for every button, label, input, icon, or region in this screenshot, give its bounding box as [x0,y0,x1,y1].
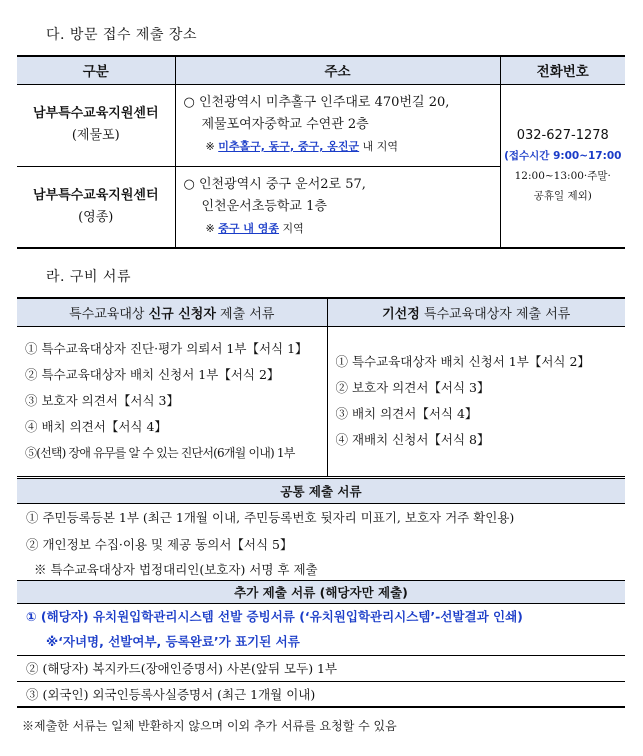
header-text: 특수교육대상 [69,306,149,322]
list-item: ※ 특수교육대상자 법정대리인(보호자) 서명 후 제출 [34,562,318,577]
hours-line: (접수시간 9:00~17:00 [504,149,622,162]
address-cell [175,166,500,248]
list-item: ① 특수교육대상자 배치 신청서 1부【서식 2】 [335,354,590,369]
additional-docs-header: 추가 제출 서류 (해당자만 제출) [17,580,625,604]
center-name-cell [17,166,175,248]
header-text: 특수교육대상자 제출 서류 [419,306,571,322]
header-existing [327,298,625,326]
list-item: ③ 보호자 의견서【서식 3】 [25,393,179,408]
table-row [17,84,625,166]
list-item: ① (해당자) 유치원입학관리시스템 선발 증빙서류 (‘유치원입학관리시스템’-선발결과 인쇄) [26,609,523,624]
new-applicant-docs [17,326,327,476]
list-item: ⑤(선택) 장애 유무를 알 수 있는 진단서(6개월 이내) 1부 [25,446,295,460]
divider [17,655,625,656]
address-line: ○ 인천광역시 중구 운서2로 57, [183,176,366,192]
header-text: 제출 서류 [215,306,275,322]
existing-docs [327,326,625,476]
list-item: ① 주민등록등본 1부 (최근 1개월 이내, 주민등록번호 뒷자리 미표기, 보호자 거주 확인용) [26,510,515,525]
list-item-note: ※‘자녀명, 선발여부, 등록완료’가 표기된 서류 [46,634,300,649]
note-suffix: 내 지역 [359,140,399,153]
header-emphasis: 신규 신청자 [148,306,216,322]
phone-number: 032-627-1278 [516,127,609,143]
address-line: ○ 인천광역시 미추홀구 인주대로 470번길 20, [183,95,450,110]
region-link: 중구 내 영종 [218,221,280,235]
visit-location-table [17,55,625,249]
list-item: ① 특수교육대상자 진단·평가 의뢰서 1부【서식 1】 [25,341,308,356]
list-item: ③ 배치 의견서【서식 4】 [335,406,478,421]
list-item: ③ (외국인) 외국인등록사실증명서 (최근 1개월 이내) [26,687,316,702]
center-name-cell [17,84,175,166]
section-title-visit-location: 다. 방문 접수 제출 장소 [46,27,197,43]
region-note [184,136,500,158]
region-note [184,218,500,240]
header-new-applicant [17,298,327,326]
center-branch: (영종) [78,209,114,225]
note-suffix: 지역 [279,221,304,235]
header-category: 구분 [17,56,175,84]
footnote: ※제출한 서류는 일체 반환하지 않으며 이외 추가 서류를 요청할 수 있음 [22,719,397,733]
address-cell [175,84,500,166]
header-address: 주소 [175,56,500,84]
section-title-documents: 라. 구비 서류 [46,269,131,285]
region-link: 미추홀구, 동구, 중구, 옹진군 [218,140,360,153]
center-name: 남부특수교육지원센터 [32,106,159,121]
divider [17,681,625,682]
address-line: 인천운서초등학교 1층 [201,198,327,214]
common-docs-header: 공통 제출 서류 [17,478,625,504]
list-item: ④ 재배치 신청서【서식 8】 [335,432,490,447]
list-item: ② 특수교육대상자 배치 신청서 1부【서식 2】 [25,367,280,382]
note-mark: ※ [205,140,219,153]
note-mark: ※ [205,221,219,235]
list-item: ② (해당자) 복지카드(장애인증명서) 사본(앞뒤 모두) 1부 [26,661,338,676]
center-branch: (제물포) [71,128,120,143]
divider [17,706,625,708]
header-emphasis: 기선정 [382,306,420,322]
list-item: ② 개인정보 수집·이용 및 제공 동의서【서식 5】 [26,537,293,552]
list-item: ② 보호자 의견서【서식 3】 [335,380,490,395]
list-item: ④ 배치 의견서【서식 4】 [25,419,167,434]
center-name: 남부특수교육지원센터 [32,187,159,203]
hours-line: 12:00~13:00·주말· [514,169,611,182]
header-phone: 전화번호 [500,56,625,84]
hours-line: 공휴일 제외) [533,189,592,202]
address-line: 제물포여자중학교 수연관 2층 [201,117,369,132]
phone-cell [500,84,625,248]
required-docs-table [17,297,625,477]
